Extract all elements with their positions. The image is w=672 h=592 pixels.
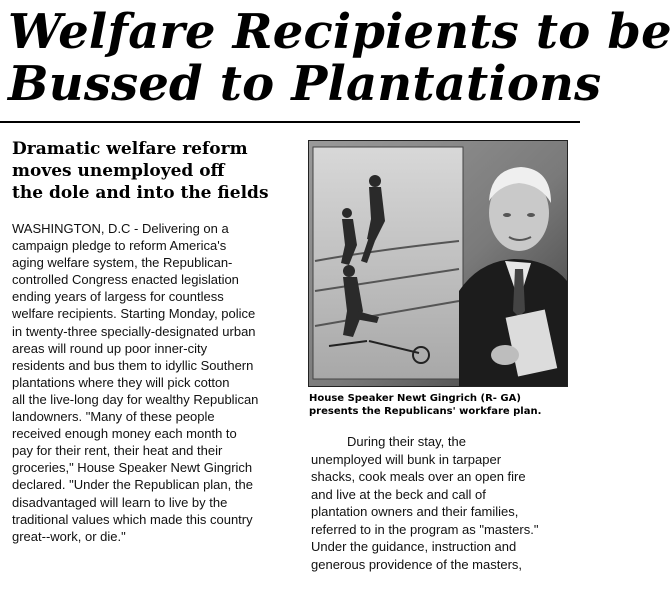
- body-line: great--work, or die.": [12, 528, 126, 544]
- body-line: plantations where they will pick cotton: [12, 374, 230, 390]
- subhead-line-2: moves unemployed off: [12, 161, 225, 181]
- body-line: plantation owners and their families,: [311, 504, 519, 519]
- body-line: declared. "Under the Republican plan, the: [12, 477, 253, 493]
- body-line: received enough money each month to: [12, 426, 237, 442]
- subheadline: [12, 138, 297, 204]
- body-line: welfare recipients. Starting Monday, police: [12, 306, 256, 322]
- body-line: referred to in the program as "masters.": [311, 521, 539, 537]
- body-line: groceries," House Speaker Newt Gingrich: [12, 460, 253, 476]
- body-line: disadvantaged will learn to live by the: [12, 494, 228, 510]
- body-line: WASHINGTON, D.C - Delivering on a: [12, 221, 229, 236]
- body-line: pay for their rent, their heat and their: [12, 443, 223, 459]
- caption-line-1: House Speaker Newt Gingrich (R- GA): [309, 393, 521, 404]
- photo-caption: [309, 392, 575, 418]
- body-line: areas will round up poor inner-city: [12, 340, 208, 356]
- article-body-right-column: [311, 433, 573, 573]
- body-line: residents and bus them to idyllic Southern: [12, 357, 254, 373]
- headline: [8, 4, 672, 112]
- body-line: campaign pledge to reform America's: [12, 238, 227, 254]
- body-line: ending years of largess for countless: [12, 289, 224, 305]
- body-line: aging welfare system, the Republican-: [12, 255, 233, 271]
- body-line: controlled Congress enacted legislation: [12, 272, 239, 288]
- subhead-line-3: the dole and into the fields: [12, 183, 269, 203]
- body-line: unemployed will bunk in tarpaper: [311, 451, 502, 467]
- body-line: During their stay, the: [347, 434, 466, 449]
- body-line: shacks, cook meals over an open fire: [311, 469, 526, 484]
- photo-illustration-icon: [309, 141, 567, 386]
- article-photo: [308, 140, 568, 387]
- subhead-line-1: Dramatic welfare reform: [12, 139, 248, 159]
- headline-line-1: Welfare Recipients to be: [8, 4, 672, 60]
- article-body-left-column: [12, 220, 302, 545]
- headline-line-2: Bussed to Plantations: [8, 56, 602, 112]
- body-line: generous providence of the masters,: [311, 556, 523, 572]
- body-line: all the live-long day for wealthy Republican: [12, 391, 259, 407]
- body-line: landowners. "Many of these people: [12, 409, 215, 425]
- body-line: and live at the beck and call of: [311, 486, 486, 502]
- body-line: traditional values which made this country: [12, 511, 253, 527]
- body-line: Under the guidance, instruction and: [311, 539, 517, 554]
- body-line: in twenty-three specially-designated urban: [12, 323, 256, 339]
- headline-rule: [0, 121, 580, 123]
- caption-line-2: presents the Republicans' workfare plan.: [309, 406, 542, 417]
